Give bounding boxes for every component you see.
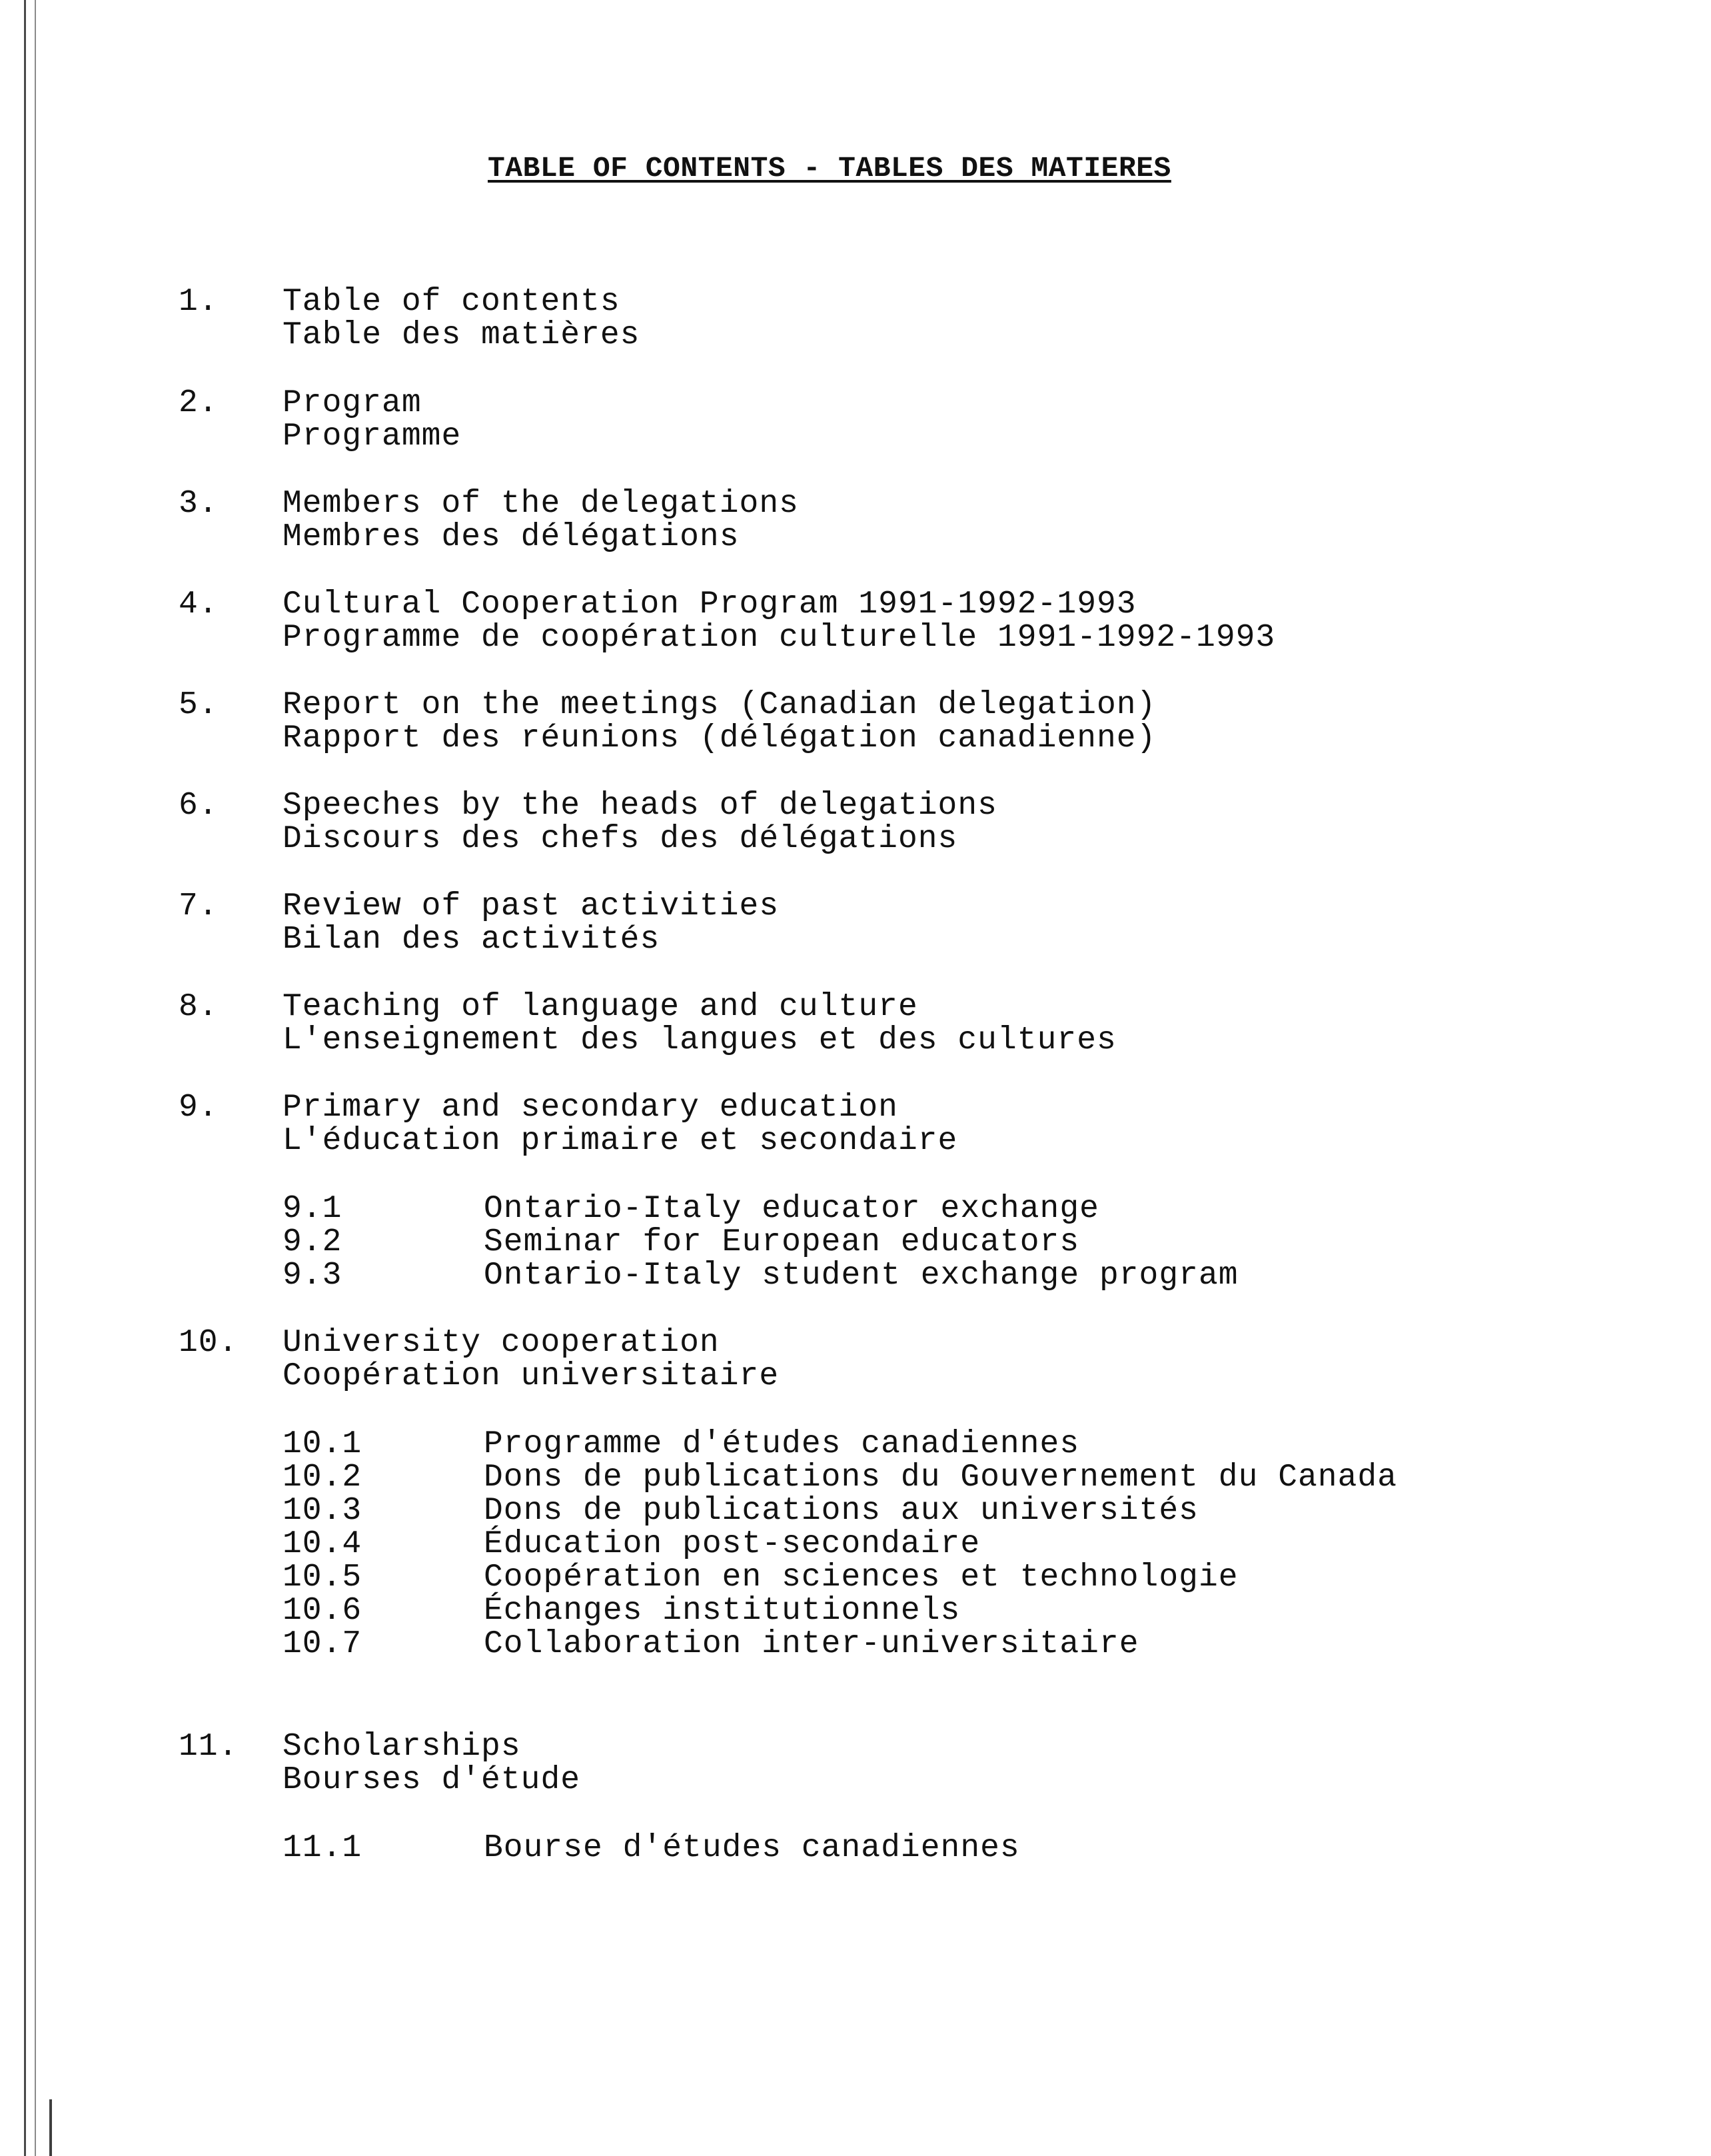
entry-number: 6.: [179, 788, 219, 824]
entry-number: 4.: [179, 586, 219, 622]
subentry-title: Éducation post-secondaire: [484, 1526, 981, 1562]
entry-title-fr: Programme de coopération culturelle 1991-1992-1993: [283, 620, 1276, 656]
entry-title-fr: Coopération universitaire: [283, 1358, 780, 1394]
entry-number: 3.: [179, 486, 219, 522]
entry-title-fr: Bourses d'étude: [283, 1762, 581, 1798]
entry-title-fr: Rapport des réunions (délégation canadienne): [283, 720, 1157, 756]
entry-title-fr: Discours des chefs des délégations: [283, 821, 958, 857]
entry-title-en: Program: [283, 385, 422, 421]
subentry-number: 9.1: [283, 1191, 342, 1227]
subentry-title: Programme d'études canadiennes: [484, 1426, 1080, 1462]
subentry-title: Collaboration inter-universitaire: [484, 1626, 1139, 1662]
subentry-number: 10.4: [283, 1526, 362, 1562]
subentry-number: 9.2: [283, 1224, 342, 1260]
scan-edge-mark: [49, 2099, 52, 2156]
entry-title-en: Teaching of language and culture: [283, 989, 918, 1025]
entry-title-en: Scholarships: [283, 1729, 521, 1765]
entry-title-fr: Table des matières: [283, 317, 640, 353]
subentry-number: 10.5: [283, 1560, 362, 1596]
entry-title-en: Speeches by the heads of delegations: [283, 788, 997, 824]
subentry-title: Ontario-Italy educator exchange: [484, 1191, 1099, 1227]
entry-title-fr: Membres des délégations: [283, 519, 740, 555]
subentry-title: Dons de publications aux universités: [484, 1493, 1199, 1529]
entry-title-en: Members of the delegations: [283, 486, 799, 522]
entry-title-en: University cooperation: [283, 1325, 720, 1361]
entry-title-fr: Bilan des activités: [283, 922, 660, 958]
entry-title-fr: L'éducation primaire et secondaire: [283, 1123, 958, 1159]
subentry-number: 10.3: [283, 1493, 362, 1529]
subentry-title: Bourse d'études canadiennes: [484, 1830, 1020, 1866]
entry-number: 5.: [179, 687, 219, 723]
entry-number: 2.: [179, 385, 219, 421]
subentry-title: Seminar for European educators: [484, 1224, 1080, 1260]
entry-title-en: Cultural Cooperation Program 1991-1992-1993: [283, 586, 1137, 622]
subentry-number: 10.6: [283, 1593, 362, 1629]
entry-title-fr: L'enseignement des langues et des cultures: [283, 1022, 1117, 1058]
entry-number: 11.: [179, 1729, 239, 1765]
subentry-title: Coopération en sciences et technologie: [484, 1560, 1239, 1596]
entry-number: 8.: [179, 989, 219, 1025]
entry-title-en: Review of past activities: [283, 888, 780, 924]
entry-number: 7.: [179, 888, 219, 924]
entry-title-fr: Programme: [283, 419, 462, 455]
scan-edge-line: [35, 0, 36, 2156]
entry-title-en: Table of contents: [283, 284, 620, 320]
entry-title-en: Report on the meetings (Canadian delegation): [283, 687, 1157, 723]
subentry-number: 10.1: [283, 1426, 362, 1462]
subentry-number: 11.1: [283, 1830, 362, 1866]
subentry-title: Échanges institutionnels: [484, 1593, 961, 1629]
scan-edge-line: [24, 0, 26, 2156]
page-title: TABLE OF CONTENTS - TABLES DES MATIERES: [488, 152, 1171, 185]
subentry-title: Dons de publications du Gouvernement du Canada: [484, 1460, 1398, 1496]
subentry-number: 10.7: [283, 1626, 362, 1662]
subentry-number: 9.3: [283, 1258, 342, 1294]
entry-number: 9.: [179, 1090, 219, 1126]
subentry-number: 10.2: [283, 1460, 362, 1496]
entry-number: 1.: [179, 284, 219, 320]
entry-title-en: Primary and secondary education: [283, 1090, 898, 1126]
entry-number: 10.: [179, 1325, 239, 1361]
subentry-title: Ontario-Italy student exchange program: [484, 1258, 1239, 1294]
